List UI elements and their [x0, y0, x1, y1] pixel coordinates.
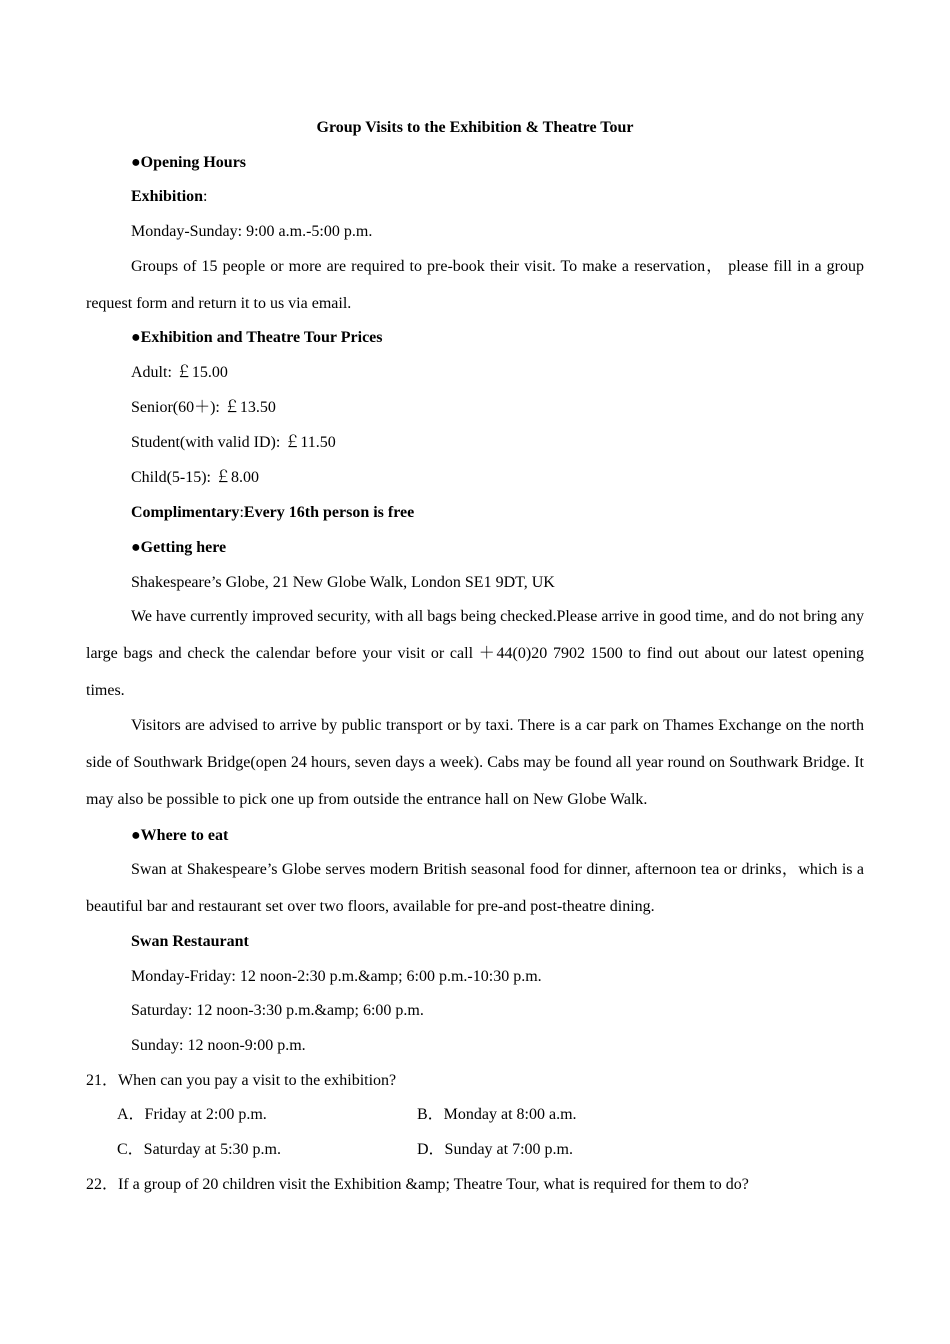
option-d: D．Sunday at 7:00 p.m. — [417, 1141, 573, 1158]
price-child: Child(5-15): ￡8.00 — [131, 469, 259, 486]
opening-hours-heading: ●Opening Hours — [131, 154, 247, 171]
exhibition-colon: : — [203, 188, 208, 205]
groups-paragraph: Groups of 15 people or more are required to pre-book their visit. To make a reservation， please fill in a group request form and return it to us via email. — [86, 258, 864, 312]
hours-sunday: Sunday: 12 noon-9:00 p.m. — [131, 1037, 306, 1054]
exhibition-hours: Monday-Sunday: 9:00 a.m.-5:00 p.m. — [131, 223, 373, 240]
swan-restaurant-heading: Swan Restaurant — [131, 933, 249, 950]
complimentary-label: Complimentary — [131, 504, 240, 521]
option-b: B．Monday at 8:00 a.m. — [417, 1106, 577, 1123]
getting-here-heading: ●Getting here — [131, 539, 227, 556]
price-senior: Senior(60＋): ￡13.50 — [131, 399, 276, 416]
hours-mon-fri: Monday-Friday: 12 noon-2:30 p.m.&amp; 6:00 p.m.-10:30 p.m. — [131, 968, 542, 985]
swan-paragraph: Swan at Shakespeare’s Globe serves modern British seasonal food for dinner, afternoon tea or drinks，which is a beautiful bar and restaurant set over two floors, available for pre-and post-theatre dining. — [86, 861, 864, 915]
security-paragraph: We have currently improved security, with all bags being checked.Please arrive in good time, and do not bring any large bags and check the calendar before your visit or call ＋44(0)20 7902 1500 to find out about our latest opening times. — [86, 608, 865, 699]
complimentary-text: Every 16th person is free — [243, 504, 415, 521]
question-21: 21．When can you pay a visit to the exhibition? — [86, 1072, 397, 1089]
complimentary-colon: : — [239, 504, 244, 521]
option-c: C．Saturday at 5:30 p.m. — [117, 1141, 281, 1158]
page-title: Group Visits to the Exhibition & Theatre Tour — [316, 119, 634, 136]
where-to-eat-heading: ●Where to eat — [131, 827, 229, 844]
complimentary-line — [131, 503, 414, 523]
price-student: Student(with valid ID): ￡11.50 — [131, 434, 336, 451]
exhibition-label: Exhibition — [131, 188, 204, 205]
question-22: 22．If a group of 20 children visit the Exhibition &amp; Theatre Tour, what is required for them to do? — [86, 1176, 749, 1193]
option-a: A．Friday at 2:00 p.m. — [117, 1106, 267, 1123]
transport-paragraph: Visitors are advised to arrive by public transport or by taxi. There is a car park on Thames Exchange on the north side of Southwark Bridge(open 24 hours, seven days a week). Cabs may be found all year round on Southwark Bridge. It may also be possible to pick one up from outside the entrance hall on New Globe Walk. — [86, 717, 864, 808]
price-adult: Adult: ￡15.00 — [131, 364, 228, 381]
prices-heading: ●Exhibition and Theatre Tour Prices — [131, 329, 383, 346]
hours-saturday: Saturday: 12 noon-3:30 p.m.&amp; 6:00 p.m. — [131, 1002, 424, 1019]
address: Shakespeare’s Globe, 21 New Globe Walk, London SE1 9DT, UK — [131, 574, 555, 591]
exhibition-label-line — [131, 187, 207, 207]
